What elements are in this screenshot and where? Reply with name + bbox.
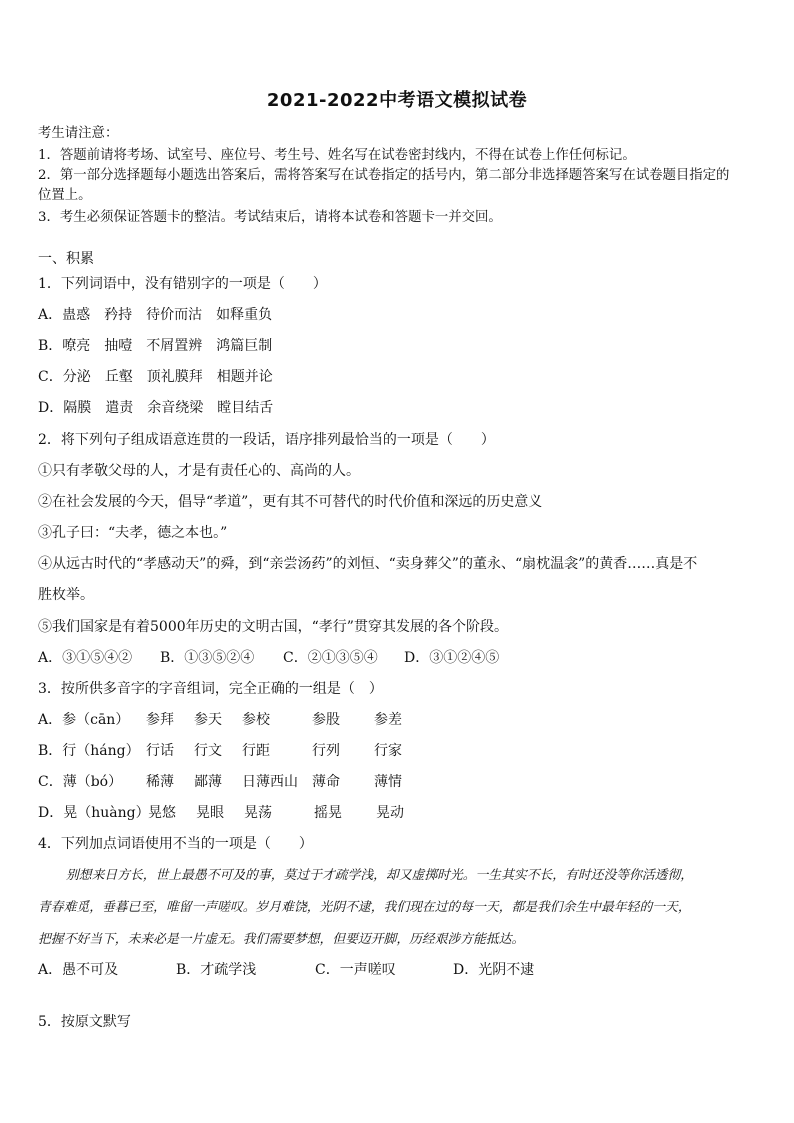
q3-word: 鄙薄 bbox=[194, 774, 222, 790]
notice-line-3: 3．考生必须保证答题卡的整洁。考试结束后，请将本试卷和答题卡一并交回。 bbox=[38, 210, 502, 225]
q4-passage-line-2: 青春难觅，垂暮已至，唯留一声嗟叹。岁月难饶，光阴不逮，我们现在过的每一天，都是我们余生中最年轻的一天， bbox=[38, 900, 691, 915]
q2-sentence-4-cont: 胜枚举。 bbox=[38, 587, 94, 603]
page-title: 2021-2022中考语文模拟试卷 bbox=[266, 90, 528, 111]
q3-word: 摇晃 bbox=[314, 805, 342, 821]
q3-option-c-label: C．薄（bó） bbox=[38, 774, 123, 790]
q3-word: 行家 bbox=[374, 743, 402, 759]
q3-word: 薄情 bbox=[374, 774, 402, 790]
q3-option-a bbox=[38, 709, 402, 729]
q3-option-d bbox=[38, 802, 404, 822]
q3-word: 日薄西山 bbox=[242, 774, 298, 790]
q1-option-c: C．分泌 丘壑 顶礼膜拜 相题并论 bbox=[38, 369, 273, 385]
q3-word: 晃悠 bbox=[148, 805, 176, 821]
q4-option-a: A．愚不可及 bbox=[38, 962, 119, 978]
q3-word: 晃眼 bbox=[196, 805, 224, 821]
q2-sentence-2: ②在社会发展的今天，倡导“孝道”，更有其不可替代的时代价值和深远的历史意义 bbox=[38, 494, 543, 510]
q3-word: 行列 bbox=[312, 743, 340, 759]
q2-stem: 2．将下列句子组成语意连贯的一段话，语序排列最恰当的一项是（ ） bbox=[38, 432, 495, 448]
q2-option-b: B．①③⑤②④ bbox=[160, 650, 255, 666]
q3-stem: 3．按所供多音字的字音组词，完全正确的一组是（ ） bbox=[38, 681, 383, 697]
q3-word: 薄命 bbox=[312, 774, 340, 790]
q2-sentence-5: ⑤我们国家是有着5000年历史的文明古国，“孝行”贯穿其发展的各个阶段。 bbox=[38, 619, 508, 635]
q3-option-c bbox=[38, 771, 402, 791]
q3-option-b-label: B．行（háng） bbox=[38, 743, 140, 759]
q2-option-a: A．③①⑤④② bbox=[38, 650, 133, 666]
q1-option-b: B．嘹亮 抽噎 不屑置辨 鸿篇巨制 bbox=[38, 338, 273, 354]
q3-word: 参股 bbox=[312, 712, 340, 728]
q2-sentence-1: ①只有孝敬父母的人，才是有责任心的、高尚的人。 bbox=[38, 463, 360, 479]
q1-option-d: D．隔膜 遣责 余音绕梁 瞠目结舌 bbox=[38, 400, 274, 416]
q3-word: 晃动 bbox=[376, 805, 404, 821]
q2-sentence-4: ④从远古时代的“孝感动天”的舜，到“亲尝汤药”的刘恒、“卖身葬父”的董永、“扇枕温衾”的黄香……真是不 bbox=[38, 556, 698, 572]
q1-option-a: A．蛊惑 矜持 待价而沽 如释重负 bbox=[38, 307, 273, 323]
q4-stem: 4．下列加点词语使用不当的一项是（ ） bbox=[38, 836, 313, 852]
q5-stem: 5．按原文默写 bbox=[38, 1014, 131, 1030]
q3-word: 晃荡 bbox=[244, 805, 272, 821]
q4-option-b: B．才疏学浅 bbox=[176, 962, 257, 978]
q4-options bbox=[38, 959, 534, 979]
q2-option-d: D．③①②④⑤ bbox=[404, 650, 500, 666]
q1-stem: 1．下列词语中，没有错别字的一项是（ ） bbox=[38, 276, 327, 292]
q4-option-c: C．一声嗟叹 bbox=[315, 962, 396, 978]
q3-word: 参差 bbox=[374, 712, 402, 728]
q3-word: 行文 bbox=[194, 743, 222, 759]
q4-passage-line-1: 别想来日方长，世上最愚不可及的事，莫过于才疏学浅，却又虚掷时光。一生其实不长，有时还没等你活透彻， bbox=[66, 868, 694, 883]
section-heading: 一、积累 bbox=[38, 251, 94, 267]
q3-word: 行距 bbox=[242, 743, 270, 759]
q4-passage-line-3: 把握不好当下，未来必是一片虚无。我们需要梦想，但要迈开脚，历经艰涉方能抵达。 bbox=[38, 932, 525, 947]
notice-line-2-cont: 位置上。 bbox=[38, 188, 92, 203]
q3-word: 参天 bbox=[194, 712, 222, 728]
q3-option-b bbox=[38, 740, 402, 760]
q3-word: 参拜 bbox=[146, 712, 174, 728]
q3-option-d-label: D．晃（huàng） bbox=[38, 805, 150, 821]
q3-word: 行话 bbox=[146, 743, 174, 759]
q2-sentence-3: ③孔子曰：“夫孝，德之本也。” bbox=[38, 525, 228, 541]
notice-line-1: 1．答题前请将考场、试室号、座位号、考生号、姓名写在试卷密封线内，不得在试卷上作任何标记。 bbox=[38, 148, 636, 163]
q3-word: 稀薄 bbox=[146, 774, 174, 790]
q2-options bbox=[38, 647, 499, 667]
notice-heading: 考生请注意： bbox=[38, 126, 119, 141]
q2-option-c: C．②①③⑤④ bbox=[283, 650, 378, 666]
notice-line-2: 2．第一部分选择题每小题选出答案后，需将答案写在试卷指定的括号内，第二部分非选择题答案写在试卷题目指定的 bbox=[38, 168, 730, 183]
q3-word: 参校 bbox=[242, 712, 270, 728]
q4-option-d: D．光阴不逮 bbox=[453, 962, 535, 978]
q3-option-a-label: A．参（cān） bbox=[38, 712, 130, 728]
